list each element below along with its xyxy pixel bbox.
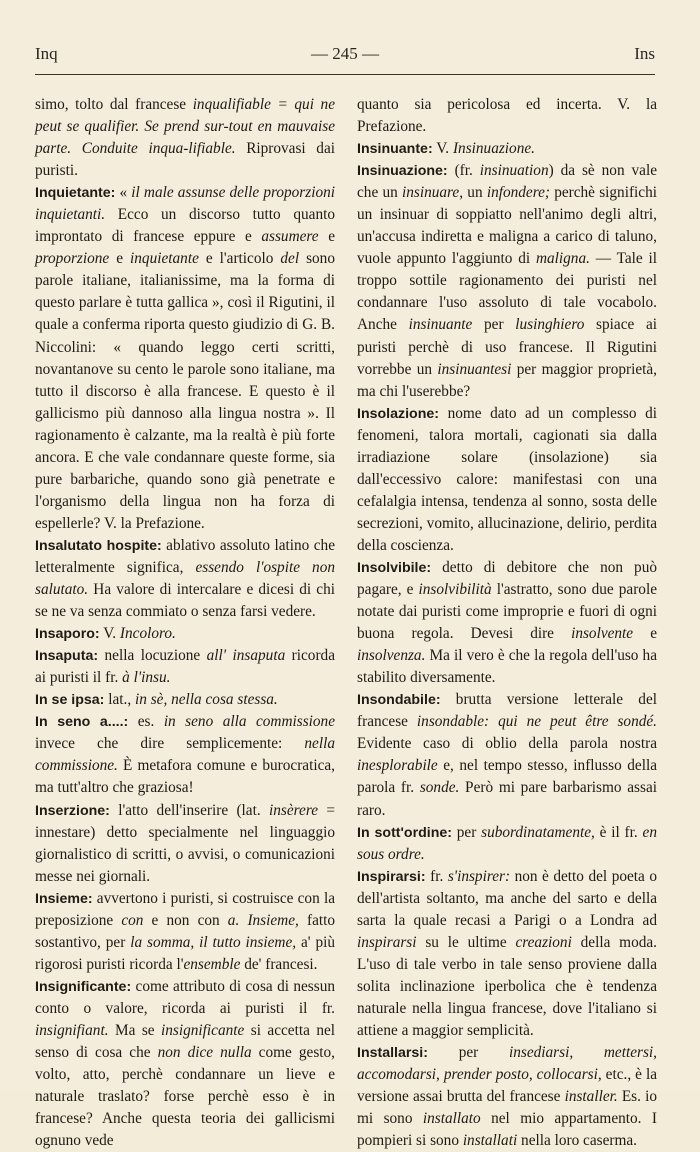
entry-text: ablativo assoluto latino che letteralmente significa, <box>35 536 335 576</box>
entry-text: non è detto del poeta o dell'artista soltanto, ma anche del sarto e della sarta la quale recasi a Parigi o a Londra ad <box>357 867 657 929</box>
entry-term: Inserzione: <box>35 802 110 819</box>
right-column <box>357 94 657 1152</box>
running-header <box>35 44 655 70</box>
entry-term: Insinuante: <box>357 141 433 158</box>
entry-text: Evidente caso di oblio della parola nostra <box>357 735 657 753</box>
entry-italic-text: Insinuazione. <box>452 140 535 158</box>
entry-text: si accetta nel senso di cosa che <box>35 1021 336 1062</box>
entry-cont <box>35 94 335 182</box>
header-right-guideword: Ins <box>634 44 655 63</box>
entry-italic-text: del <box>280 250 300 268</box>
header-rule <box>35 74 655 75</box>
entry-italic-text: maligna. <box>535 250 590 268</box>
entry-italic-text: in seno alla commissione <box>163 713 335 731</box>
entry-insignificante <box>35 976 335 1152</box>
entry-insondabile <box>357 689 657 821</box>
entry-italic-text: lusinghiero <box>515 316 585 334</box>
entry-term: Insignificante: <box>35 978 132 995</box>
entry-italic-text: en sous ordre. <box>357 823 657 863</box>
entry-italic-text: insinuante <box>408 316 473 334</box>
entry-text: della moda. L'uso di tale verbo in tale senso proviene dalla solita inclinazione iperbolica che è tendenza naturale nella lingua francese, dove l'italiano si attiene a maggior semplicità. <box>357 933 657 1039</box>
entry-italic-text: la somma, il tutto insieme, <box>130 933 297 951</box>
entry-text: Ecco un discorso tutto quanto improntato di francese eppure e <box>35 206 335 246</box>
entry-text: e, nel tempo stesso, influsso della parola fr. <box>357 757 657 797</box>
entry-text: Però mi pare barbarismo assai raro. <box>357 779 657 819</box>
entry-italic-text: con <box>121 911 144 929</box>
entry-italic-text: Insieme, <box>247 911 299 929</box>
entry-text: per maggior proprietà, ma chi l'userebbe? <box>357 360 657 400</box>
entry-italic-text: non dice nulla <box>157 1044 252 1062</box>
entry-text: nome dato ad un complesso di fenomeni, talora mortali, cagionati sia dalla irradiazione solare (insolazione) sia dall'eccessivo calore: manifestasi con una cefalalgia intensa, tendenza al sonno, sosta delle secrezioni, vomito, allucinazione, delirio, perdita della coscienza. <box>357 404 657 554</box>
entry-italic-text: in sè, nella cosa stessa. <box>134 691 278 709</box>
entry-italic-text: installati <box>462 1132 518 1150</box>
entry-term: Insaputa: <box>35 648 99 665</box>
entry-insinuazione <box>357 160 657 403</box>
entry-text: nella locuzione <box>98 647 207 665</box>
entry-italic-text: inesplorabile <box>357 757 438 775</box>
entry-text: lat., <box>104 691 135 709</box>
entry-text: spiace ai puristi perchè di uso francese. Il Rigutini vorrebbe un <box>357 316 657 378</box>
entry-text: sono parole italiane, italianissime, ma la forma di questo parlare è tutta gallica », così il Rigutini, il quale a conferma riporta questo giudizio di G. B. Niccolini: « quando leggo certi scritti, novantanove su cento le parole sono italiane, ma tutto il discorso è alla francese. E questo è il gallicismo più dannoso alla lingua nostra ». Il ragionamento è calzante, ma la realtà è più forte ancora. E che vale condannare queste forme, sia pure barbariche, quando sono già penetrate e l'organismo della lingua non ha forza di espellerle? V. la Prefazione. <box>35 250 335 532</box>
entry-text: è il fr. <box>594 823 643 841</box>
entry-text: a' più rigorosi puristi ricorda l' <box>35 933 336 973</box>
entry-text: detto di debitore che non può pagare, e <box>357 558 657 599</box>
entry-insaputa <box>35 645 335 689</box>
entry-inserzione <box>35 800 335 888</box>
entry-italic-text: insondable: qui ne peut être sondé. <box>416 713 657 731</box>
entry-italic-text: insolvenza. <box>357 647 426 665</box>
entry-text: etc., è la versione assai brutta del francese <box>357 1066 657 1106</box>
entry-term: In se ipsa: <box>35 692 105 709</box>
entry-term: Insaporo: <box>35 626 100 643</box>
entry-insieme <box>35 888 335 976</box>
entry-text: e l'articolo <box>198 250 281 268</box>
entry-italic-text: insediarsi, mettersi, accomodarsi, prender posto, collocarsi, <box>357 1044 657 1084</box>
entry-italic-text: infondere; <box>486 184 550 202</box>
entry-text: brutta versione letterale del francese <box>357 691 657 731</box>
entry-italic-text: inqualifiable = <box>192 96 288 113</box>
entry-italic-text: ensemble <box>183 955 241 973</box>
entry-text: e <box>633 625 657 643</box>
entry-insalutato <box>35 535 335 623</box>
entry-italic-text: essendo l'ospite non salutato. <box>35 558 335 599</box>
entry-text: es. <box>128 713 164 731</box>
entry-insinuante <box>357 138 657 160</box>
entry-term: In sott'ordine: <box>357 824 452 841</box>
entry-text: e <box>318 228 335 246</box>
entry-text: per <box>472 316 516 334</box>
entry-text: simo, tolto dal francese <box>35 96 193 113</box>
entry-text: per <box>427 1044 509 1062</box>
header-left-guideword: Inq <box>35 44 58 63</box>
entry-insolvibile <box>357 557 657 689</box>
entry-text: Ma se <box>108 1021 162 1039</box>
entry-insolazione <box>357 403 657 557</box>
entry-text: fr. <box>425 867 448 885</box>
entry-italic-text: subordinatamente, <box>481 823 595 841</box>
entry-text: avvertono i puristi, si costruisce con la preposizione <box>35 889 335 929</box>
entry-text: = innestare) detto specialmente nel linguaggio giornalistico di scritti, o avvisi, o comunicazioni messe nei giornali. <box>35 801 336 885</box>
entry-text: de' francesi. <box>240 955 318 973</box>
entry-text: nel mio appartamento. I pompieri si sono <box>357 1110 657 1150</box>
entry-term: Installarsi: <box>357 1045 428 1062</box>
entry-italic-text: insignifiant. <box>35 1021 109 1039</box>
entry-italic-text: sonde. <box>419 779 460 797</box>
entry-term: Insolvibile: <box>357 559 432 576</box>
entry-insaporo <box>35 623 335 645</box>
entry-text: (fr. <box>447 162 480 180</box>
entry-italic-text: insolvibilità <box>418 581 492 599</box>
entry-italic-text: assumere <box>261 228 319 246</box>
entry-italic-text: insinuantesi <box>437 360 512 378</box>
entry-italic-text: proporzione <box>35 250 110 268</box>
entry-text: Es. io mi sono <box>357 1088 658 1128</box>
entry-term: Insieme: <box>35 890 93 907</box>
entry-term: Insalutato hospite: <box>35 537 162 554</box>
entry-text: per <box>451 823 482 841</box>
entry-term: Inspirarsi: <box>357 868 426 885</box>
entry-italic-text: nella commissione. <box>35 735 335 775</box>
entry-italic-text: insèrere <box>269 801 319 819</box>
entry-term: Insondabile: <box>357 692 441 709</box>
entry-italic-text: installer. <box>564 1088 618 1106</box>
entry-italic-text: qui ne peut se qualifier. Se prend sur-tout en mauvaise parte. Conduite inqua-lifiable. <box>35 96 335 158</box>
entry-text: perchè significhi un insinuar di soppiatto nell'animo degli altri, un'accusa indiretta e maligna a carico di taluno, vuole appunto l'aggiunto di <box>357 184 657 268</box>
entry-italic-text: insinuare <box>402 184 460 202</box>
entry-inquietante <box>35 182 335 535</box>
entry-text: invece che dire semplicemente: <box>35 735 305 753</box>
page-number: — 245 — <box>311 44 379 63</box>
entry-italic-text: il male assunse delle proporzioni inquietanti. <box>35 184 335 224</box>
entry-italic-text: insolvente <box>571 625 634 643</box>
entry-italic-text: à l'insu. <box>122 669 171 687</box>
entry-text: Riprovasi dai puristi. <box>35 140 335 180</box>
entry-in-se-ipsa <box>35 689 335 711</box>
entry-text: — Tale il troppo sottile ragionamento dei puristi nel condannare l'uso assoluto di tale vocabolo. Anche <box>357 250 658 334</box>
entry-text: e non con <box>143 911 228 929</box>
entry-text: l'astratto, sono due parole notate dai puristi come improprie e fuori di ogni buona regola. Devesi dire <box>357 581 657 643</box>
entry-in-sottordine <box>357 822 657 866</box>
entry-text: Ha valore di intercalare e dicesi di chi se ne va senza commiato o senza farsi vedere. <box>35 581 335 621</box>
entry-text: Ma il vero è che la regola dell'uso ha stabilito diversamente. <box>357 647 657 687</box>
entry-text: fatto sostantivo, per <box>35 911 336 951</box>
entry-text: È metafora comune e burocratica, ma tutt'altro che graziosa! <box>35 757 335 797</box>
entry-text: come gesto, volto, atto, perchè condannare un lieve e naturale traslato? forse perchè esso è in francese? Anche questa teoria dei gallicismi ognuno vede <box>35 1044 335 1150</box>
entry-text: ) da sè non vale che un <box>357 162 657 202</box>
entry-italic-text: installato <box>422 1110 481 1128</box>
entry-italic-text: inspirarsi <box>357 933 417 951</box>
entry-text: ricorda ai puristi il fr. <box>35 647 335 687</box>
entry-italic-text: all' insaputa <box>206 647 286 665</box>
entry-term: Inquietante: <box>35 185 116 202</box>
entry-text: nella loro caserma. <box>517 1132 637 1150</box>
entry-italic-text: inquietante <box>130 250 199 268</box>
entry-term: In seno a....: <box>35 714 129 731</box>
entry-text: su le ultime <box>416 933 516 951</box>
left-column <box>35 94 335 1152</box>
entry-inspirarsi <box>357 866 657 1042</box>
entry-text: l'atto dell'inserire (lat. <box>109 801 270 819</box>
entry-in-seno-a <box>35 711 335 799</box>
entry-text: quanto sia pericolosa ed incerta. V. la Prefazione. <box>357 96 657 136</box>
entry-text: V. <box>432 140 453 158</box>
entry-term: Insinuazione: <box>357 163 448 180</box>
entry-italic-text: insignificante <box>161 1021 245 1039</box>
entry-text: come attributo di cosa di nessun conto o valore, ricorda ai puristi il fr. <box>35 977 335 1017</box>
entry-italic-text: Incoloro. <box>119 625 176 643</box>
entry-term: Insolazione: <box>357 405 439 422</box>
entry-text: V. <box>99 625 120 643</box>
entry-text: « <box>115 184 132 202</box>
entry-text: , un <box>459 184 487 202</box>
entry-cont2 <box>357 94 657 138</box>
entry-italic-text: s'inspirer: <box>447 867 511 885</box>
entry-italic-text: insinuation <box>479 162 549 180</box>
entry-italic-text: creazioni <box>515 933 572 951</box>
entry-italic-text: a. <box>227 911 240 929</box>
entry-installarsi <box>357 1042 657 1152</box>
entry-text: e <box>109 250 131 268</box>
